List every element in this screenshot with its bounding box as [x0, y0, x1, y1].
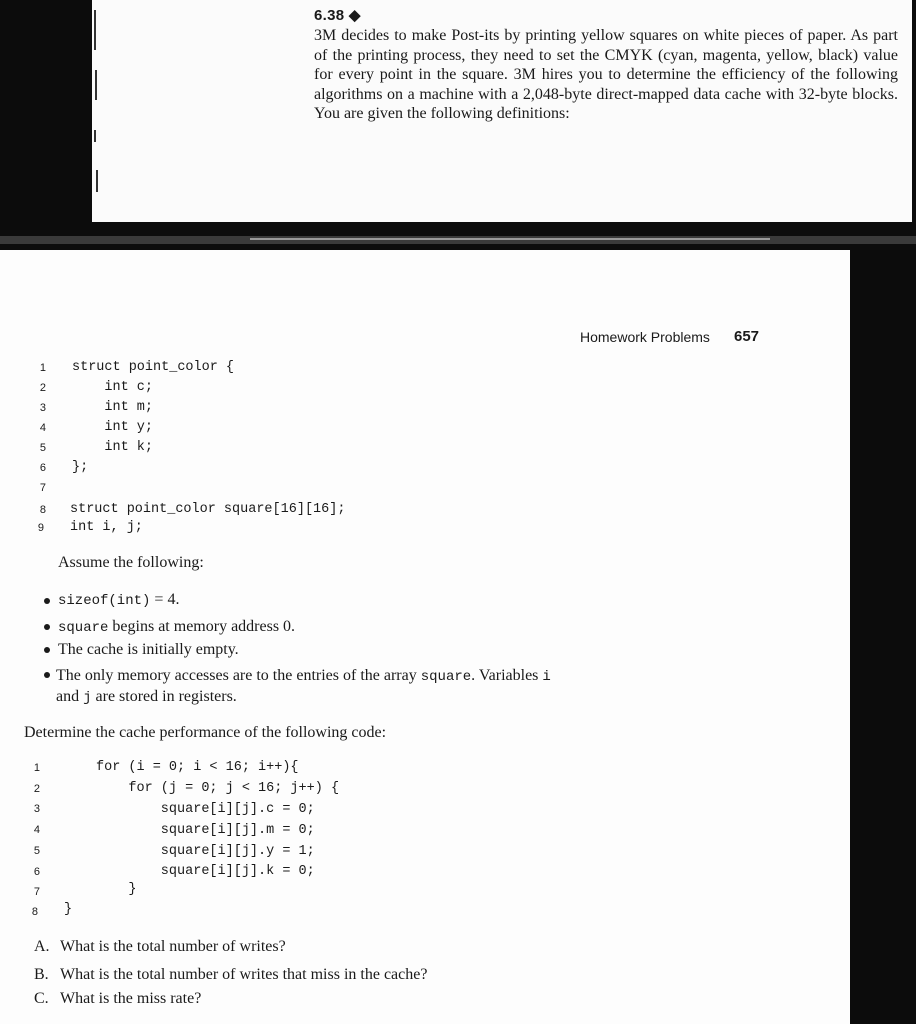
running-header: Homework Problems	[580, 329, 710, 345]
line-number: 5	[39, 442, 46, 454]
scan-speck	[94, 10, 96, 50]
line-number: 6	[33, 866, 40, 878]
assume-heading: Assume the following:	[58, 554, 204, 571]
line-number: 2	[33, 783, 40, 795]
scan-separator	[0, 220, 916, 250]
scan-speck	[95, 70, 97, 100]
code-line: struct point_color {	[72, 360, 235, 375]
determine-text: Determine the cache performance of the following code:	[24, 724, 387, 741]
scan-top-right-edge	[912, 0, 916, 222]
line-number: 8	[39, 504, 46, 516]
line-number: 6	[39, 462, 46, 474]
line-number: 2	[39, 382, 46, 394]
line-number: 1	[39, 362, 46, 374]
code-line: int c;	[72, 380, 154, 395]
code-line: struct point_color square[16][16];	[70, 502, 346, 517]
scan-left-border	[0, 0, 92, 250]
scan-speck	[96, 170, 98, 192]
code-line: };	[72, 460, 89, 475]
scan-right-border	[850, 250, 916, 1024]
code-line: int y;	[72, 420, 154, 435]
code-line: for (j = 0; j < 16; j++) {	[96, 781, 340, 796]
line-number: 5	[33, 845, 40, 857]
question-a: A. What is the total number of writes?	[34, 938, 286, 955]
line-number: 7	[33, 886, 40, 898]
line-number: 8	[31, 906, 38, 918]
line-number: 3	[33, 803, 40, 815]
bullet-icon	[44, 647, 50, 653]
line-number: 3	[39, 402, 46, 414]
code-line: int i, j;	[70, 520, 143, 535]
code-line: for (i = 0; i < 16; i++){	[96, 760, 299, 775]
code-line: int m;	[72, 400, 154, 415]
line-number: 7	[39, 482, 46, 494]
assumption-2: square begins at memory address 0.	[58, 618, 296, 636]
assumption-4: The only memory accesses are to the entries of the array square. Variables i and j are stored in registers.	[56, 667, 551, 706]
line-number: 9	[37, 522, 44, 534]
question-b: B. What is the total number of writes that miss in the cache?	[34, 966, 428, 983]
bullet-icon	[44, 624, 50, 630]
code-line: int k;	[72, 440, 154, 455]
assumption-3: The cache is initially empty.	[58, 641, 239, 658]
code-line: square[i][j].y = 1;	[96, 844, 315, 859]
question-c: C. What is the miss rate?	[34, 990, 202, 1007]
line-number: 4	[39, 422, 46, 434]
code-line: square[i][j].c = 0;	[96, 802, 315, 817]
bullet-icon	[44, 598, 50, 604]
line-number: 1	[33, 762, 40, 774]
code-line: square[i][j].m = 0;	[96, 823, 315, 838]
problem-text: 3M decides to make Post-its by printing yellow squares on white pieces of paper. As part of the printing process, they need to set the CMYK (cyan, magenta, yellow, black) value for every point in the square. 3M hires you to determine the efficiency of the following algorithms on a machine with a 2,048-byte direct-mapped data cache with 32-byte blocks. You are given the following definitions:	[314, 27, 898, 122]
code-line: }	[64, 902, 73, 917]
separator-highlight	[250, 238, 770, 240]
bullet-icon	[44, 672, 50, 678]
code-line: square[i][j].k = 0;	[96, 864, 315, 879]
problem-number: 6.38 ◆	[314, 7, 361, 24]
line-number: 4	[33, 824, 40, 836]
code-line: }	[96, 882, 137, 897]
scan-speck	[94, 130, 96, 142]
page-number: 657	[734, 328, 760, 345]
assumption-1: sizeof(int) = 4.	[58, 591, 180, 609]
